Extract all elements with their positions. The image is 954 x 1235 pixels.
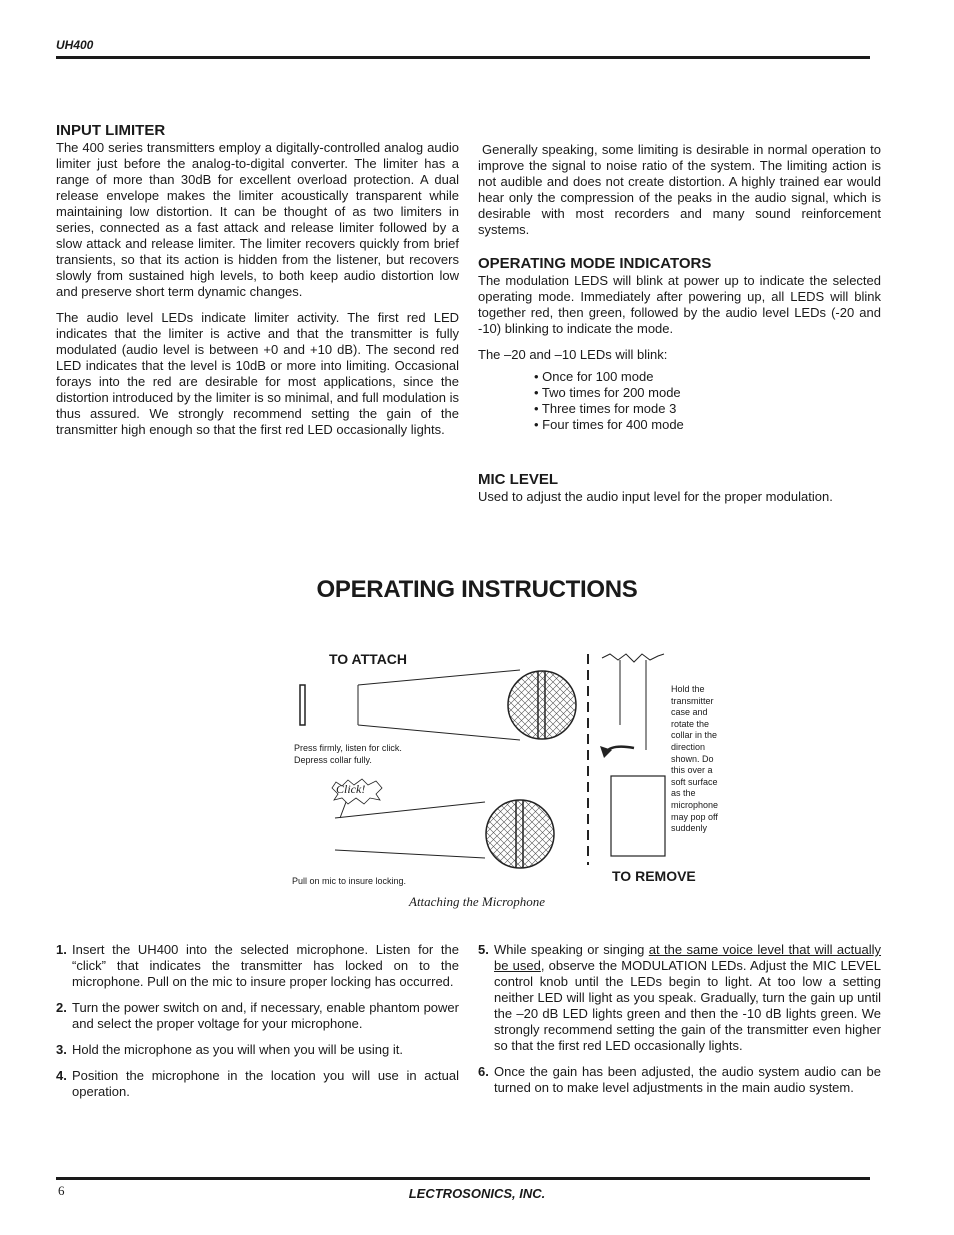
input-limiter-paragraph-1: The 400 series transmitters employ a digitally-controlled analog audio limiter just before the analog-to-digital converter. The limiter has a range of more than 30dB for excellent overload protection. A dual release envelope makes the limiter acoustically transparent while maintaining low distortion. It can be thought of as two limiters in series, connected as a fast attack and release limiter followed by a slow attack and release limiter. The limiter recovers quickly from brief transients, so that its action is hidden from the listener, but recovers slowly from sustained high levels, to both keep audio distortion low and preserve short term dynamic changes. [56, 140, 459, 299]
list-item: 2. Turn the power switch on and, if necessary, enable phantom power and select the proper voltage for your microphone. [56, 1000, 459, 1031]
list-item: 3. Hold the microphone as you will when you will be using it. [56, 1042, 403, 1057]
steps-right [478, 942, 881, 1106]
led-blink-intro: The –20 and –10 LEDs will blink: [478, 347, 668, 362]
page-number: 6 [58, 1183, 65, 1198]
operating-mode-paragraph: The modulation LEDS will blink at power up to indicate the selected operating mode. Immediately after powering up, all LEDS will blink together red, then green, followed by the audio level LEDs (-20 and -10) blinking to indicate the mode. [478, 273, 881, 336]
mic-level-text: Used to adjust the audio input level for the proper modulation. [478, 489, 833, 504]
left-column [56, 122, 459, 438]
pull-note: Pull on mic to insure locking. [292, 876, 407, 886]
hold-instructions: Hold the transmitter case and rotate the collar in the direction shown. Do this over a soft surface as the microphone may pop off suddenly [671, 684, 719, 834]
list-item: 5. While speaking or singing at the same voice level that will actually be used, observe the MODULATION LEDs. Adjust the MIC LEVEL control knob until the LEDs begin to light. At too low a setting neither LED will light as you speak. Gradually, turn the gain up until the –20 dB LED lights green and then the -10 dB lights green. We strongly recommend setting the gain of the transmitter even higher so that the first red LED occasionally lights. [478, 942, 882, 1053]
attach-microphone-figure [280, 640, 740, 890]
press-note-line-2: Depress collar fully. [294, 755, 372, 765]
mic-level-heading: MIC LEVEL [478, 471, 559, 488]
input-limiter-paragraph-2: The audio level LEDs indicate limiter activity. The first red LED indicates that the limiter is active and that the transmitter is fully modulated (audio level is between +0 and +10 dB). The second red LED indicates that the level is 10dB or more into limiting. Occasional forays into the red are desirable for most applications, since the distortion introduced by the limiter is so minimal, and full modulation is thus assured. We strongly recommend setting the gain of the transmitter high enough so that the first red LED occasionally lights. [56, 310, 459, 437]
operating-mode-heading: OPERATING MODE INDICATORS [478, 255, 712, 272]
footer-rule [56, 1177, 870, 1180]
transmitter-shape [300, 685, 305, 725]
to-remove-label: TO REMOVE [612, 868, 696, 884]
list-item: • Four times for 400 mode [534, 417, 684, 432]
list-item: • Three times for mode 3 [534, 401, 677, 416]
steps-left [56, 942, 459, 1110]
input-limiter-heading: INPUT LIMITER [56, 122, 166, 139]
mode-blink-list [478, 369, 881, 433]
header-model: UH400 [56, 38, 94, 52]
right-column [478, 142, 881, 505]
list-item: • Two times for 200 mode [534, 385, 681, 400]
list-item: 1. Insert the UH400 into the selected microphone. Listen for the “click” that indicates the transmitter has locked on to the microphone. Pull on the mic to insure proper locking has occurred. [56, 942, 459, 989]
header-rule [56, 56, 870, 59]
press-note-line-1: Press firmly, listen for click. [294, 743, 402, 753]
figure-caption: Attaching the Microphone [409, 894, 545, 909]
list-item: 4. Position the microphone in the location you will use in actual operation. [56, 1068, 459, 1099]
list-item: • Once for 100 mode [534, 369, 654, 384]
to-attach-label: TO ATTACH [329, 651, 408, 667]
mic-grille-shape [508, 671, 576, 739]
list-item: 6. Once the gain has been adjusted, the audio system audio can be turned on to make level adjustments in the main audio system. [478, 1064, 881, 1095]
click-label: Click! [336, 782, 366, 796]
section-title: OPERATING INSTRUCTIONS [316, 576, 638, 603]
limiting-general-paragraph: Generally speaking, some limiting is desirable in normal operation to improve the signal to noise ratio of the system. The limiting action is not audible and does not create distortion. A highly trained ear would hear only the compression of the peaks in the audio signal, which is desirable with most recorders and many sound reinforcement systems. [478, 142, 881, 237]
footer-company: LECTROSONICS, INC. [408, 1186, 546, 1201]
